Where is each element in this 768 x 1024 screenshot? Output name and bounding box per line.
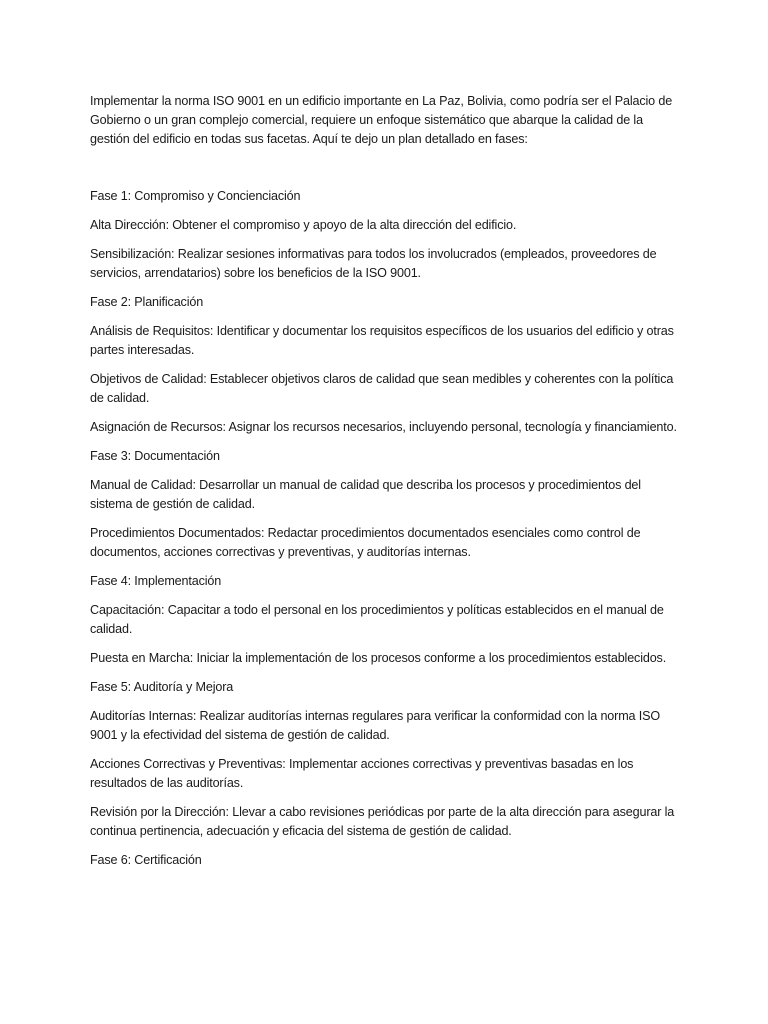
phase-heading: Fase 1: Compromiso y Concienciación	[90, 189, 301, 203]
paragraph: Capacitación: Capacitar a todo el personal en los procedimientos y políticas establecidos en el manual de calidad.	[90, 603, 664, 636]
phase-heading: Fase 2: Planificación	[90, 295, 204, 309]
paragraph: Análisis de Requisitos: Identificar y documentar los requisitos específicos de los usuarios del edificio y otras partes interesadas.	[90, 324, 674, 357]
paragraph: Alta Dirección: Obtener el compromiso y apoyo de la alta dirección del edificio.	[90, 218, 517, 232]
paragraph: Manual de Calidad: Desarrollar un manual de calidad que describa los procesos y procedimientos del sistema de gestión de calidad.	[90, 478, 641, 511]
phase-heading: Fase 3: Documentación	[90, 449, 220, 463]
paragraph: Acciones Correctivas y Preventivas: Implementar acciones correctivas y preventivas basadas en los resultados de las auditorías.	[90, 757, 634, 790]
paragraph: Procedimientos Documentados: Redactar procedimientos documentados esenciales como control de documentos, acciones correctivas y preventivas, y auditorías internas.	[90, 526, 641, 559]
paragraph: Revisión por la Dirección: Llevar a cabo revisiones periódicas por parte de la alta dirección para asegurar la continua pertinencia, adecuación y eficacia del sistema de gestión de calidad.	[90, 805, 675, 838]
phase-heading: Fase 5: Auditoría y Mejora	[90, 680, 234, 694]
document-body	[90, 92, 682, 880]
intro-paragraph: Implementar la norma ISO 9001 en un edificio importante en La Paz, Bolivia, como podría ser el Palacio de Gobierno o un gran complejo comercial, requiere un enfoque sistemático que abarque la calidad de la gestión del edificio en todas sus facetas. Aquí te dejo un plan detallado en fases:	[90, 94, 673, 146]
phase-heading: Fase 4: Implementación	[90, 574, 222, 588]
paragraph: Asignación de Recursos: Asignar los recursos necesarios, incluyendo personal, tecnología y financiamiento.	[90, 420, 677, 434]
paragraph: Sensibilización: Realizar sesiones informativas para todos los involucrados (empleados, proveedores de servicios, arrendatarios) sobre los beneficios de la ISO 9001.	[90, 247, 657, 280]
paragraph: Puesta en Marcha: Iniciar la implementación de los procesos conforme a los procedimientos establecidos.	[90, 651, 667, 665]
paragraph: Auditorías Internas: Realizar auditorías internas regulares para verificar la conformidad con la norma ISO 9001 y la efectividad del sistema de gestión de calidad.	[90, 709, 660, 742]
phase-heading: Fase 6: Certificación	[90, 853, 202, 867]
paragraph: Objetivos de Calidad: Establecer objetivos claros de calidad que sean medibles y coherentes con la política de calidad.	[90, 372, 674, 405]
